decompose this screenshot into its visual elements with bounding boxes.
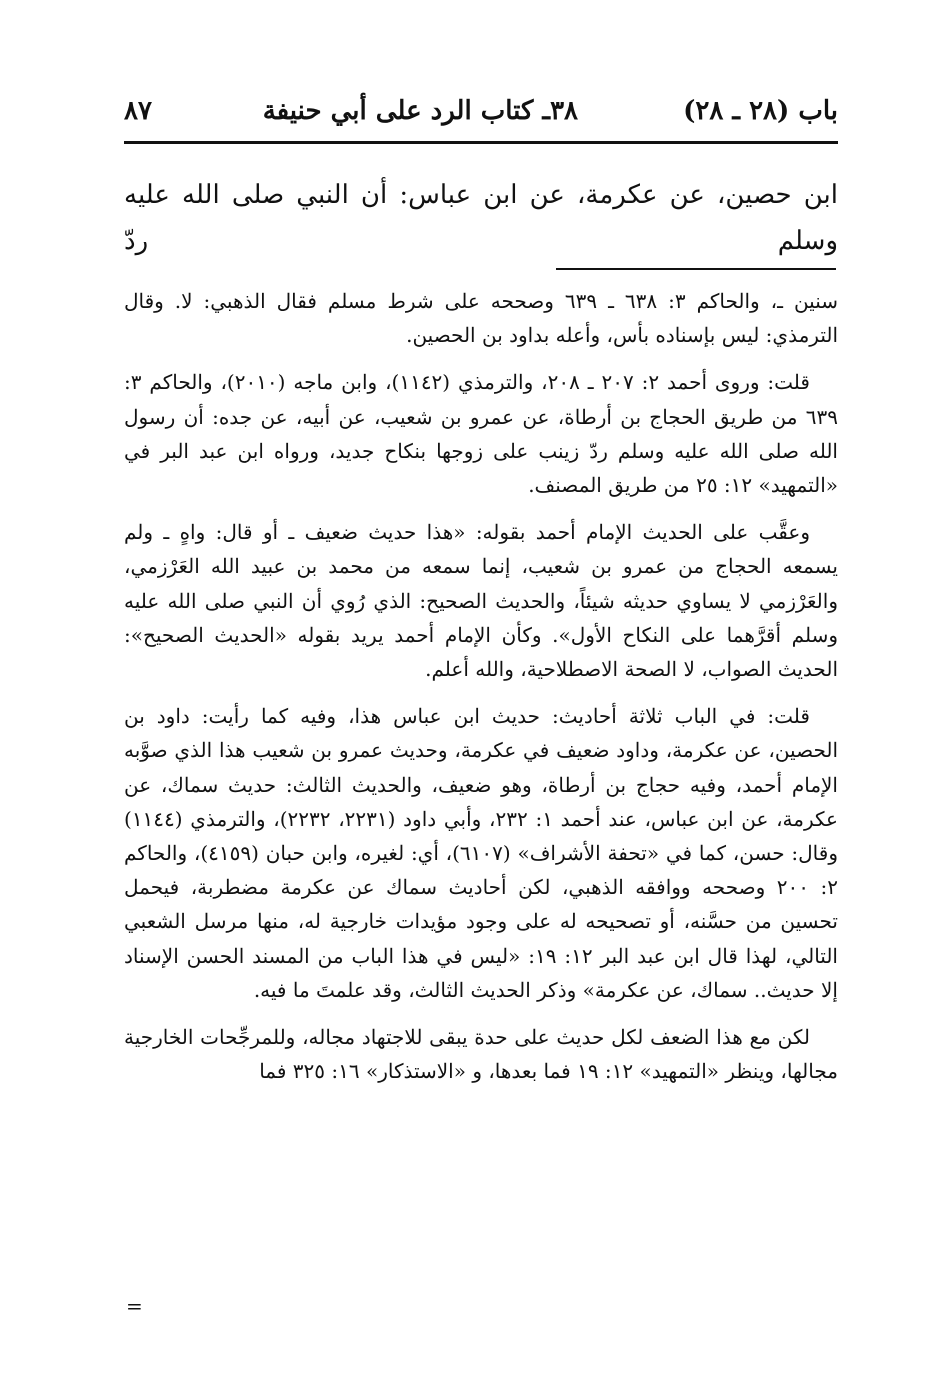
chapter-heading: باب (٢٨ ـ ٢٨) <box>683 96 838 126</box>
page-number: ٨٧ <box>124 96 152 126</box>
footnotes <box>124 284 838 1101</box>
footnote-separator <box>556 268 836 270</box>
main-text: ابن حصين، عن عكرمة، عن ابن عباس: أن النبي صلى الله عليه وسلم ردّ <box>124 180 838 256</box>
running-header <box>124 88 838 132</box>
footnote-paragraph: قلت: في الباب ثلاثة أحاديث: حديث ابن عباس هذا، وفيه كما رأيت: داود بن الحصين، عن عكرمة، وداود ضعيف في عكرمة، وحديث عمرو بن شعيب هذا الذي صوَّبه الإمام أحمد، وفيه حجاج بن أرطاة، وهو ضعيف، والحديث الثالث: حديث سماك، عن عكرمة، عن ابن عباس، عند أحمد ١: ٢٣٢، وأبي داود (٢٢٣١، ٢٢٣٢)، والترمذي (١١٤٤) وقال: حسن، كما في «تحفة الأشراف» (٦١٠٧)، أي: لغيره، وابن حبان (٤١٥٩)، والحاكم ٢: ٢٠٠ وصححه ووافقه الذهبي، لكن أحاديث سماك عن عكرمة مضطربة، فيحمل تحسين من حسَّنه، أو تصحيحه له على وجود مؤيدات خارجية له، منها مرسل الشعبي التالي، لهذا قال ابن عبد البر ١٢: ١٩: «ليس في هذا الباب من المسند الحسن الإسناد إلا حديث.. سماك، عن عكرمة» وذكر الحديث الثالث، وقد علمتَ ما فيه. <box>124 704 838 1002</box>
book-title: ٣٨ـ كتاب الرد على أبي حنيفة <box>262 96 578 126</box>
footnote-paragraph: لكن مع هذا الضعف لكل حديث على حدة يبقى للاجتهاد مجاله، وللمرجِّحات الخارجية مجالها، وينظر «التمهيد» ١٢: ١٩ فما بعدها، و «الاستذكار» ١٦: ٣٢٥ فما <box>124 1025 838 1084</box>
header-rule <box>124 141 838 144</box>
continuation-mark: = <box>126 1294 143 1318</box>
footnote-paragraph: سنين ـ، والحاكم ٣: ٦٣٨ ـ ٦٣٩ وصححه على شرط مسلم فقال الذهبي: لا. وقال الترمذي: ليس بإسناده بأس، وأعله بداود بن الحصين. <box>124 289 838 348</box>
footnote-paragraph: قلت: وروى أحمد ٢: ٢٠٧ ـ ٢٠٨، والترمذي (١١٤٢)، وابن ماجه (٢٠١٠)، والحاكم ٣: ٦٣٩ من طريق الحجاج بن أرطاة، عن عمرو بن شعيب، عن أبيه، عن جده: أن رسول الله صلى الله عليه وسلم ردّ زينب على زوجها بنكاح جديد، ورواه ابن عبد البر في «التمهيد» ١٢: ٢٥ من طريق المصنف. <box>124 370 838 498</box>
footnote-paragraph: وعقَّب على الحديث الإمام أحمد بقوله: «هذا حديث ضعيف ـ أو قال: واهٍ ـ ولم يسمعه الحجاج من عمرو بن شعيب، إنما سمعه من محمد بن عبيد الله العَرْزمي، والعَرْزمي لا يساوي حديثه شيئاً، والحديث الصحيح: الذي رُوي أن النبي صلى الله عليه وسلم أقرَّهما على النكاح الأول». وكأن الإمام أحمد يريد بقوله «الحديث الصحيح»: الحديث الصواب، لا الصحة الاصطلاحية، والله أعلم. <box>124 520 838 682</box>
